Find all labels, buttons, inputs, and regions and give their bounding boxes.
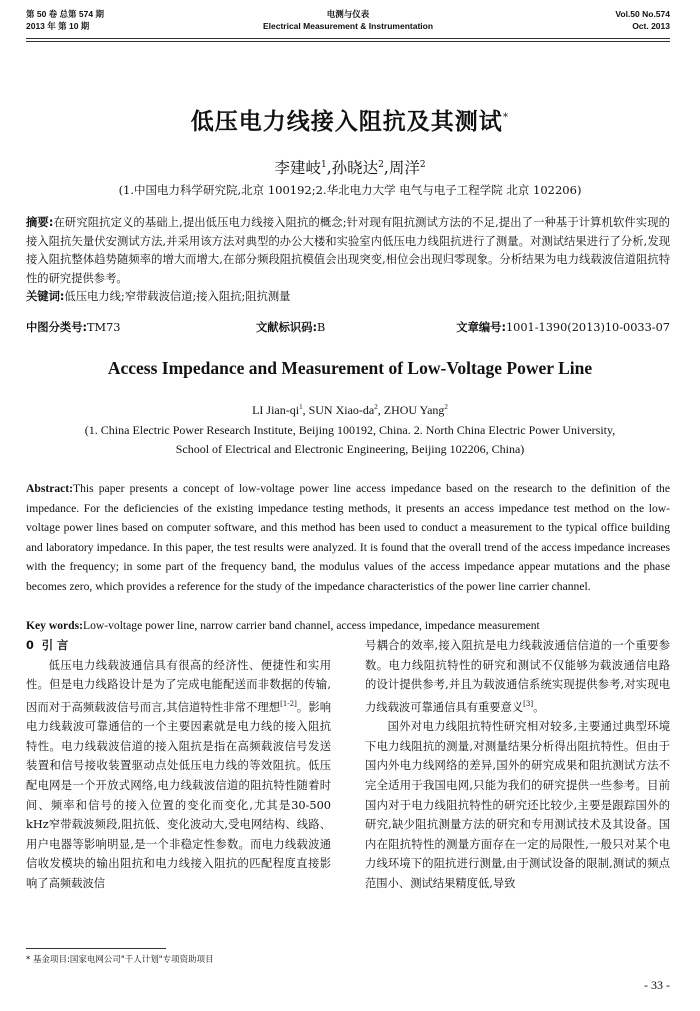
author-name: 周洋 [388,159,420,177]
abstract-chinese [26,214,670,307]
footnote: * 基金项目:国家电网公司"千人计划"专项资助项目 [26,955,214,965]
body-column-right [365,636,670,893]
body-column-left [26,636,331,893]
clc-number: 中图分类号:TM73 [26,321,121,334]
authors-english: LI Jian-$qi^1$, SUN Xiao-$da^2$, ZHOU Yang$^2$ [252,403,448,417]
keywords-text-en: Low-voltage power line, narrow carrier band channel, access impedance, impedance measurement [83,619,540,632]
affiliation-english: (1. China Electric Power Research Institute, Beijing 100192, China. 2. North China Electric Power University, School of Electrical and Electronic Engineering, Beijing 102206, China) [84,423,616,456]
article-number: 文章编号:1001-1390(2013)10-0033-07 [456,321,670,334]
keywords-label-en: Key words: [26,619,83,632]
abstract-label-en: Abstract: [26,482,74,495]
abstract-english [26,479,670,597]
author-name-en: SUN Xiao-da [308,403,375,417]
title-english: Access Impedance and Measurement of Low-Voltage Power Line [107,358,593,378]
keywords-english [26,617,670,635]
citation: [1-2] [280,699,297,708]
citation: [3] [523,699,534,708]
header-volume-info: 第 50 卷 总第 574 期 2013 年 第 10 期 [26,9,104,31]
title-chinese: 低压电力线接入阻抗及其测试* [190,109,510,135]
keywords-label: 关键词: [26,290,65,303]
page-number: - 33 - [644,978,670,992]
keywords-text: 低压电力线;窄带载波信道;接入阻抗;阻抗测量 [64,290,291,303]
body-paragraph: 低压电力线载波通信具有很高的经济性、便捷性和实用性。但是电力线路设计是为了完成电能配送而非数据的传输,因而对于高频载波信号而言,其信道特性非常不理想[1-2]。影响电力线载波可靠通信的一个主要因素就是电力线的接入阻抗特性。电力线载波信道的接入阻抗是指在高频载波信号发送装置和信号接收装置驱动点处低压电力线的等效阻抗。低压配电网是一个开放式网络,电力线载波信道的阻抗特性随着时间、频率和信号的接入位置的变化而变化,尤其是30-500 kHz窄带载波频段,阻抗低、变化波动大,受电网结构、线路、用户电器等影响明显,是一个非稳定性参数。而电力线载波通信收发模块的输出阻抗和电力线接入阻抗的匹配程度直接影响了高频载波信 [26,658,331,890]
header-rule-thin [26,41,670,42]
body-paragraph: 号耦合的效率,接入阻抗是电力线载波通信信道的一个重要参数。电力线阻抗特性的研究和测试不仅能够为载波通信电路的设计提供参考,并且为载波通信系统实现提供参考,对实现电力线载波可靠通信具有重要意义[3]。 [365,639,670,714]
footnote-rule [26,948,166,949]
author-name-en: LI Jian-qi [252,403,300,417]
author-name: 孙晓达 [331,159,379,177]
author-name-en: ZHOU Yang [383,403,445,417]
header-rule [26,38,670,39]
affiliation-chinese: (1.中国电力科学研究院,北京 100192;2.华北电力大学 电气与电子工程学院 北京 102206) [118,183,582,197]
authors-chinese: 李建岐$^1$,孙晓达$^2$,周洋$^2$ [274,159,426,177]
section-heading: 0 引 言 [26,639,69,652]
body-paragraph: 国外对电力线阻抗特性研究相对较多,主要通过典型环境下电力线阻抗的测量,对测量结果分析得出阻抗特性。但由于国内外电力线网络的差异,国外的研究成果和阻抗测试方法不完全适用于我国电网,只能为我们的研究提供一些参考。目前国内对于电力线阻抗特性的研究还比较少,主要是跟踪国外的研究,缺少阻抗测量方法的研究和专用测试技术及其设备。国内在阻抗特性的测量方面存在一定的局限性,一般只对某个电力线环境下的阻抗进行测量,由于测试设备的限制,测试的频点范围小、测试结果精度低,导致 [365,720,670,890]
document-code: 文献标识码:B [256,321,326,334]
abstract-label: 摘要: [26,216,54,229]
abstract-text: 在研究阻抗定义的基础上,提出低压电力线接入阻抗的概念;针对现有阻抗测试方法的不足,提出了一种基于计算机软件实现的接入阻抗矢量伏安测试方法,并采用该方法对典型的办公大楼和实验室内低压电力线阻抗进行了测量。对测试结果进行了分析,发现接入阻抗整体趋势随频率的增大而增大,在部分频段阻抗模值会出现突变,相位会出现归零现象。分析结果为电力线载波信道阻抗特性的研究提供参考。 [26,216,670,285]
abstract-text-en: This paper presents a concept of low-voltage power line access impedance based on the research to the definition of the impedance. For the deficiencies of the existing impedance testing methods, it presents an access impedance test method on the low-voltage power lines based on computer software, and this method has been used to conduct a measurement to the typical office building and laboratory impedance. In this paper, the test results were analyzed. It is found that the overall trend of the access impedance increases with the frequency; in some part of the frequency band, the modulus values of the access impedance appear mutations and the phase becomes zero, which provides a reference for the study of the impedance characteristics of the power line carrier channel. [26,482,670,593]
header-volume-info-en: Vol.50 No.574 Oct. 2013 [615,9,670,31]
footnote-mark: * [502,110,510,124]
header-journal-name: 电测与仪表 Electrical Measurement & Instrumentation [262,9,434,31]
author-name: 李建岐 [274,159,321,177]
